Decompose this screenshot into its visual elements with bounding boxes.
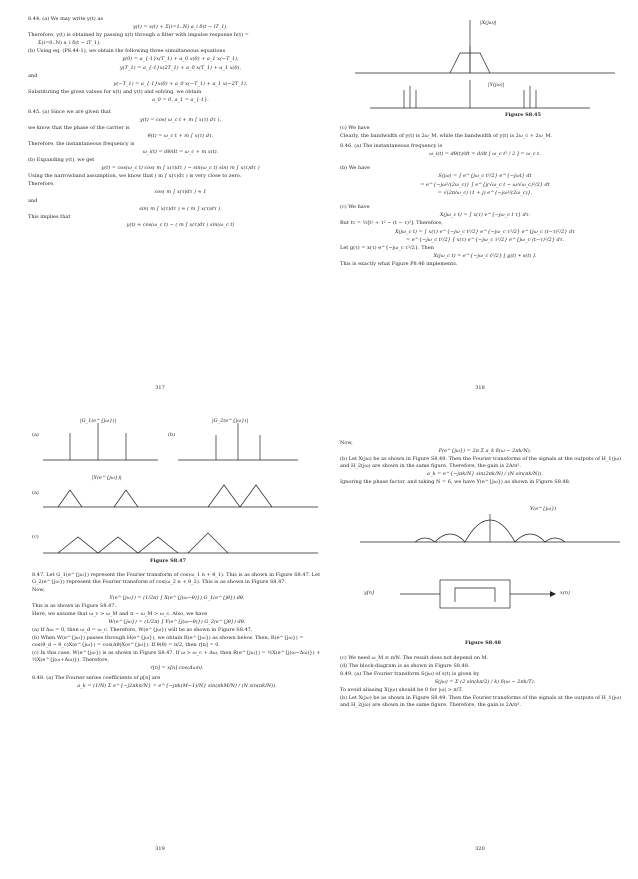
output-label: x(n): [560, 590, 570, 596]
paragraph: Therefore, y(t) is obtained by passing x(t) through a filter with impulse response h(t) =: [28, 32, 249, 39]
panel-label: (c): [32, 534, 39, 540]
part-c: (c) We have: [340, 204, 370, 211]
part-d: (d) The block-diagram is as shown in Figure S8.48.: [340, 663, 470, 670]
equation: a_k = e^{−jπk/N} sin(2πk/N) / (N sin(πk/N)).: [427, 470, 543, 477]
paragraph: and: [28, 72, 38, 79]
y-magnitude-label: |Y(jω)|: [488, 82, 505, 88]
spectrum-plot: [350, 18, 620, 113]
part-c: (c) We have: [340, 125, 370, 131]
equation: = √(2π/ω_c) (1 + j) e^{−jω²/(2ω_c)}.: [437, 189, 533, 196]
paragraph: This is exactly what Figure P8.46 implements.: [340, 260, 458, 267]
paragraph: Therefore,: [28, 181, 55, 188]
figure-caption: Figure S8.48: [465, 640, 501, 646]
equation: S(jω) = Σ (2 sin(kπ/2) / k) δ(ω − 2πk/T).: [434, 679, 536, 686]
problem-8-49-a: 8.49. (a) The Fourier transform S(jω) of s(t) is given by: [340, 671, 480, 678]
page-number: 319: [155, 846, 165, 852]
y-spectrum-lobe: [114, 490, 138, 507]
w-spectrum: [188, 533, 228, 553]
equation: = e^{−jω_c t²/2} ∫ x(τ) e^{−jω_c τ²/2} e^{jω_c (t−τ)²/2} dτ.: [405, 236, 565, 243]
part-b: (b) We have: [340, 165, 370, 172]
equation: y(−T_1) = a_{-1}x(0) + a_0 x(−T_1) + a_1 x(−2T_1).: [113, 80, 248, 87]
equation: a_k = (1/N) Σ e^{−j2πkn/N} = e^{−jπk(M−1)/N} sin(πkM/N) / (N sin(πk/N)).: [77, 683, 277, 690]
paragraph: and: [28, 197, 38, 204]
input-label: y[n]: [364, 590, 374, 596]
equation: W(e^{jω}) = (1/2π) ∫ Y(e^{j(ω−θ)}) G_2(e^{jθ}) dθ.: [108, 619, 246, 626]
arrow-head: [550, 591, 556, 597]
spectrum-panels: [38, 415, 328, 575]
page-319-text: [32, 572, 322, 691]
part-b: (b) When W(e^{jω}) passes through H(e^{jω}), we obtain R(e^{jω}) as shown below. Then, R(e^{jω}) = cos(θ_d − θ_c)X(e^{jω}) = cos(Δθ)X(e^{jω}). If θ(θ) = π/2, then r[n] = 0.: [32, 635, 304, 648]
page-number: 318: [475, 385, 485, 391]
w-spectrum: [208, 485, 272, 507]
part-b: (b) Let X(jω) be as shown in Figure S8.49. Then the Fourier transforms of the signals at the outputs of H_1(jω) and H_2(jω) are shown in the same figure. Therefore, the gain is 2A/π².: [340, 695, 622, 709]
problem-8-44-a: 8.44. (a) We may write y(t) as: [28, 16, 103, 22]
paragraph: But tτ = ½[t² + τ² − (t − τ)²]. Therefore,: [340, 220, 443, 227]
equation: Y(e^{jω}) = (1/2π) ∫ X(e^{j(ω−θ)}) G_1(e^{jθ}) dθ.: [109, 594, 245, 601]
g2-label: |G_2(e^{jω})|: [212, 418, 249, 424]
y-spectrum-label: Y(e^{jω}): [530, 506, 557, 512]
equation: X(jω_c t) = ∫ x(τ) e^{−jω_c t²/2} e^{−jω_c τ²/2} e^{jω_c (t−τ)²/2} dτ: [394, 228, 576, 235]
paragraph: To avoid aliasing X(jω) should be 0 for |ω| > π/T.: [340, 687, 463, 694]
figure-caption: Figure S8.45: [505, 112, 541, 118]
page-317-text: [28, 16, 333, 230]
page-320-text-lower: [340, 655, 630, 710]
equation: y(t) = cos( ω_c t + m ∫ x(τ) dτ ),: [139, 116, 222, 123]
equation: y(T_1) = a_{-1}x(2T_1) + a_0 x(T_1) + a_1 x(0),: [119, 64, 242, 71]
page-318-text: [340, 125, 630, 269]
part-b: (b) Let X(jω) be as shown in Figure S8.49. Then the Fourier transforms of the signals at the outputs of H_1(jω) and H_2(jω) are shown in the same figure. Therefore, the gain is 2A/π².: [340, 456, 622, 469]
paragraph: Using the narrowband assumption, we know that ( m ∫ x(τ)dτ ) is very close to zero.: [28, 173, 242, 180]
paragraph: Clearly, the bandwidth of y(t) is 2ω_M, while the bandwidth of y(t) is 2ω_c + 2ω_M.: [340, 133, 553, 140]
paragraph: Now,: [32, 586, 45, 593]
y-spectrum-label: |Y(e^{jω})|: [92, 475, 122, 481]
figure-caption: Figure S8.47: [150, 558, 186, 564]
equation: X(jω_c t) = e^{−jω_c t²/2} [ g(t) ∗ s(t) ].: [433, 252, 537, 259]
equation: y(0) = a_{-1}x(T_1) + a_0 x(0) + a_1 x(−T_1),: [122, 56, 239, 63]
equation: ω_i(t) = dθ(t)/dt = d/dt [ ω_c t² / 2 ] = ω_c t.: [429, 150, 541, 157]
spectrum-plot: [355, 512, 625, 557]
problem-8-48-a: 8.48. (a) The Fourier series coefficients of p[n] are: [32, 675, 161, 682]
paragraph: Here, we assume that ω_c > ω_M and π − ω_M > ω_c. Also, we have: [32, 610, 208, 617]
equation: y(t) = cos(ω_c t) cos( m ∫ x(τ)dτ ) − sin(ω_c t) sin( m ∫ x(τ)dτ ): [101, 165, 260, 172]
equation: Σ(i=0..N) a_i δ(t − iT_1).: [38, 40, 101, 47]
equation: y(t) ≈ cos(ω_c t) − ( m ∫ x(τ)dτ ) sin(ω_c t): [126, 221, 235, 228]
equation: a_0 = 0, a_1 = a_{-1}.: [152, 96, 209, 103]
paragraph: Now,: [340, 440, 353, 446]
problem-8-47: 8.47. Let G_1(e^{jω}) represent the Fourier transform of cos(ω_1 n + θ_1). This is as shown in Figure S8.47. Let G_2(e^{jω}) represent the Fourier transform of cos(ω_2 n + θ_2). This is as shown in Figure S8.47.: [32, 572, 321, 585]
block-diagram: [390, 572, 590, 622]
part-b: (b) Expanding y(t), we get: [28, 157, 95, 164]
g1-label: |G_1(e^{jω})|: [80, 418, 117, 424]
panel-label: (b): [168, 432, 176, 438]
equation: cos( m ∫ x(τ)dτ ) ≈ 1: [154, 189, 207, 196]
equation: θ(t) = ω_c t + m ∫ x(τ) dτ.: [147, 132, 214, 139]
page-number: 317: [155, 385, 165, 391]
x-magnitude-label: |X(jω)|: [480, 20, 497, 26]
equation: y(t) = x(t) + Σ(i=1..N) a_i δ(t − iT_1).: [133, 24, 228, 31]
page-number: 320: [475, 846, 485, 852]
paragraph: we know that the phase of the carrier is: [28, 124, 130, 131]
paragraph: Therefore, the instantaneous frequency is: [28, 140, 135, 147]
problem-8-46-a: 8.46. (a) The instantaneous frequency is: [340, 142, 443, 149]
panel-label: (a): [32, 432, 39, 438]
paragraph: This is as shown in Figure S8.47.: [32, 602, 117, 609]
page-320-text: [340, 440, 630, 487]
problem-8-45-a: 8.45. (a) Since we are given that: [28, 108, 111, 115]
panel-label: (a): [32, 490, 39, 496]
part-c: (c) We need ω_M ≤ π/N. The result does not depend on M.: [340, 655, 489, 661]
paragraph: Ignoring the phase factor, and taking N = 6, we have Y(e^{jω}) as shown in Figure S8.48.: [340, 478, 571, 485]
equation: = e^{−jω²/(2ω_c)} ∫ e^{j(√ω_c t − ω/√ω_c)²/2} dt: [420, 181, 550, 188]
filter-block: [440, 580, 510, 608]
equation: P(e^{jω}) = 2π Σ a_k δ(ω − 2πk/N).: [438, 448, 532, 455]
equation: X(jω_c t) = ∫ x(τ) e^{−jω_c t τ} dτ.: [439, 212, 531, 219]
part-c: (c) In this case, W(e^{jω}) is as shown in Figure S8.47. If ω > ω_c + Δω, then R(e^{jω}) = ½X(e^{j(ω−Δω)}) + ½X(e^{j(ω+Δω)}). Therefore,: [32, 649, 321, 663]
paragraph: Let g(τ) = x(τ) e^{−jω_c τ²/2}. Then: [340, 244, 434, 251]
equation: ω_i(t) = dθ/dt = ω_c + m x(t).: [142, 149, 219, 155]
equation: r[n] = x[n] cos(Δωn).: [150, 664, 204, 671]
filter-response: [455, 588, 495, 602]
w-spectrum: [58, 537, 178, 553]
equation: S(jω) = ∫ e^{jω_c t²/2} e^{−jωt} dt: [438, 173, 532, 180]
equation: sin( m ∫ x(τ)dτ ) ≈ ( m ∫ x(τ)dτ ).: [139, 205, 222, 212]
paragraph: This implies that: [28, 213, 71, 220]
part-b: (b) Using eq. (P8.44-1), we obtain the following three simultaneous equations: [28, 48, 226, 55]
part-a: (a) If Δω = 0, then ω_d = ω_c. Therefore, W(e^{jω}) will be as shown in Figure S8.47.: [32, 627, 253, 634]
y-spectrum-lobe: [58, 490, 82, 507]
paragraph: Substituting the given values for x(t) and y(t) and solving, we obtain: [28, 88, 202, 95]
